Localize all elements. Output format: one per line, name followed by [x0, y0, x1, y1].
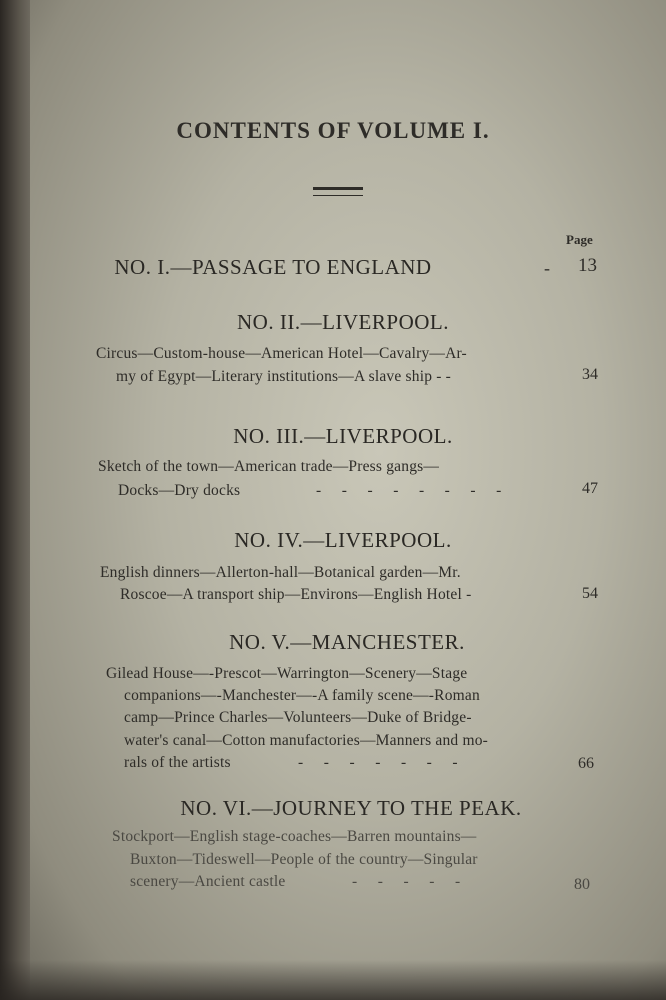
entry-leader-dashes: - - - - - - -	[298, 754, 458, 771]
entry-page-number: 54	[582, 585, 598, 602]
entry-description-line: Gilead House—-Prescot—Warrington—Scenery—Stage	[106, 665, 468, 682]
entry-description-line: English dinners—Allerton-hall—Botanical garden—Mr.	[100, 564, 461, 581]
entry-leader-dashes: - - - - - - - -	[316, 482, 502, 499]
entry-page-number: 13	[578, 255, 597, 276]
entry-description-line: Buxton—Tideswell—People of the country—Singular	[130, 851, 478, 868]
entry-heading: NO. IV.—LIVERPOOL.	[234, 528, 452, 552]
entry-description-line: scenery—Ancient castle	[130, 873, 286, 890]
entry-heading: NO. III.—LIVERPOOL.	[233, 424, 453, 448]
entry-page-number: 66	[578, 755, 594, 772]
entry-heading: NO. I.—PASSAGE TO ENGLAND	[114, 255, 432, 279]
entry-page-number: 80	[574, 876, 590, 893]
title-rule	[313, 187, 363, 196]
entry-heading: NO. V.—MANCHESTER.	[229, 630, 465, 654]
entry-leader-dashes: - - - - -	[352, 873, 461, 890]
page-title: CONTENTS OF VOLUME I.	[176, 118, 490, 143]
entry-description-line: Sketch of the town—American trade—Press gangs—	[98, 458, 440, 475]
entry-description-line: rals of the artists	[124, 754, 231, 771]
entry-description-line: Circus—Custom-house—American Hotel—Cavalry—Ar-	[96, 345, 467, 362]
page-column-label: Page	[566, 232, 593, 247]
entry-heading: NO. II.—LIVERPOOL.	[237, 310, 449, 334]
entry-description-line: camp—Prince Charles—Volunteers—Duke of Bridge-	[124, 709, 472, 726]
entry-description-line: Roscoe—A transport ship—Environs—English Hotel -	[120, 586, 472, 603]
entry-page-number: 34	[582, 366, 598, 383]
page-bottom-edge	[0, 960, 666, 1000]
entry-description-line: my of Egypt—Literary institutions—A slave ship - -	[116, 368, 452, 385]
entry-leader-dashes: -	[544, 258, 550, 278]
entry-page-number: 47	[582, 480, 598, 497]
entry-description-line: Stockport—English stage-coaches—Barren mountains—	[112, 828, 477, 845]
book-page	[30, 0, 666, 1000]
entry-description-line: companions—-Manchester—-A family scene—-Roman	[124, 687, 480, 704]
entry-description-line: water's canal—Cotton manufactories—Manners and mo-	[124, 732, 489, 749]
entry-description-line: Docks—Dry docks	[118, 482, 241, 499]
entry-heading: NO. VI.—JOURNEY TO THE PEAK.	[180, 796, 522, 820]
